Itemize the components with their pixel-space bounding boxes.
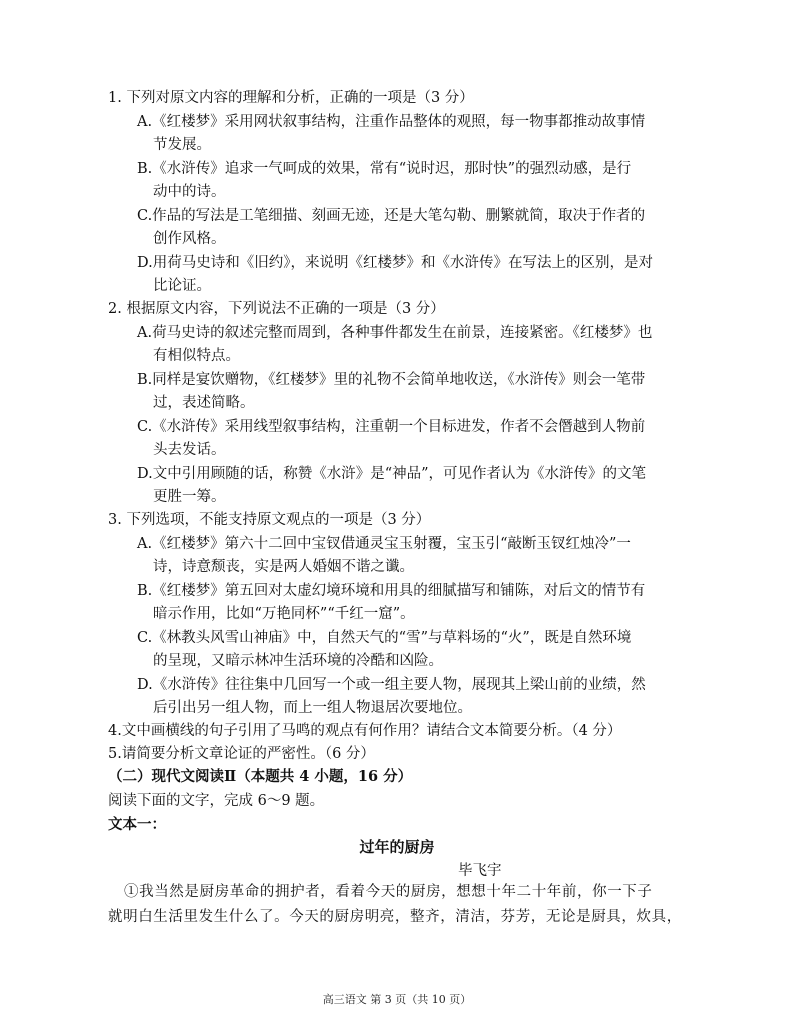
question-5: 5.请简要分析文章论证的严密性。（6 分）: [108, 746, 375, 762]
question-1-option-d-cont: 比论证。: [153, 278, 211, 294]
question-1-option-b: B.《水浒传》追求一气呵成的效果，常有“说时迟，那时快”的强烈动感，是行: [137, 161, 632, 177]
question-2-option-d-cont: 更胜一筹。: [153, 489, 226, 505]
question-2-option-a: A.荷马史诗的叙述完整而周到，各种事件都发生在前景，连接紧密。《红楼梦》也: [137, 325, 653, 341]
question-1-option-a-cont: 节发展。: [153, 137, 211, 153]
section-instruction: 阅读下面的文字，完成 6～9 题。: [108, 793, 325, 809]
question-3-option-c-cont: 的呈现，又暗示林冲生活环境的冷酷和凶险。: [153, 653, 443, 669]
question-2-option-a-cont: 有相似特点。: [153, 348, 240, 364]
article-title: 过年的厨房: [359, 838, 435, 856]
question-3-option-d-cont: 后引出另一组人物，而上一组人物退居次要地位。: [153, 700, 472, 716]
section-heading: （二）现代文阅读Ⅱ（本题共 4 小题，16 分）: [108, 768, 413, 785]
question-2-stem: 2. 根据原文内容，下列说法不正确的一项是（3 分）: [108, 301, 445, 317]
question-2-option-d: D.文中引用顾随的话，称赞《水浒》是“神品”，可见作者认为《水浒传》的文笔: [137, 466, 647, 482]
question-3-option-b-cont: 暗示作用，比如“万艳同杯”“千红一窟”。: [153, 606, 415, 622]
article-paragraph-1-line-1: ①我当然是厨房革命的拥护者，看着今天的厨房，想想十年二十年前，你一下子: [124, 884, 653, 900]
question-4: 4.文中画横线的句子引用了马鸣的观点有何作用？请结合文本简要分析。（4 分）: [108, 723, 622, 739]
question-2-option-b: B.同样是宴饮赠物，《红楼梦》里的礼物不会简单地收送，《水浒传》则会一笔带: [137, 372, 646, 388]
question-2-option-c-cont: 头去发话。: [153, 442, 226, 458]
article-paragraph-1-line-2: 就明白生活里发生什么了。今天的厨房明亮，整齐，清洁，芬芳，无论是厨具，炊具，: [108, 909, 682, 925]
question-3-option-a-cont: 诗，诗意颓丧，实是两人婚姻不谐之谶。: [153, 559, 414, 575]
text-one-label: 文本一：: [108, 816, 166, 833]
question-1-option-b-cont: 动中的诗。: [153, 184, 226, 200]
question-3-option-b: B.《红楼梦》第五回对太虚幻境环境和用具的细腻描写和铺陈，对后文的情节有: [137, 583, 646, 599]
question-3-option-a: A.《红楼梦》第六十二回中宝钗借通灵宝玉射覆，宝玉引“敲断玉钗红烛冷”一: [137, 536, 631, 552]
article-author: 毕飞宇: [458, 863, 502, 879]
question-1-option-d: D.用荷马史诗和《旧约》，来说明《红楼梦》和《水浒传》在写法上的区别，是对: [137, 255, 653, 271]
question-3-stem: 3. 下列选项，不能支持原文观点的一项是（3 分）: [108, 512, 431, 528]
question-1-option-c-cont: 创作风格。: [153, 231, 226, 247]
question-1-option-c: C.作品的写法是工笔细描、刻画无迹，还是大笔勾勒、删繁就简，取决于作者的: [137, 208, 646, 224]
question-2-option-b-cont: 过，表述简略。: [153, 395, 255, 411]
question-3-option-d: D.《水浒传》往往集中几回写一个或一组主要人物，展现其上梁山前的业绩，然: [137, 677, 646, 693]
question-2-option-c: C.《水浒传》采用线型叙事结构，注重朝一个目标进发，作者不会僭越到人物前: [137, 419, 646, 435]
question-1-option-a: A.《红楼梦》采用网状叙事结构，注重作品整体的观照，每一物事都推动故事情: [137, 114, 646, 130]
page-footer: 高三语文 第 3 页（共 10 页）: [322, 993, 472, 1006]
question-3-option-c: C.《林教头风雪山神庙》中，自然天气的“雪”与草料场的“火”，既是自然环境: [137, 630, 632, 646]
question-1-stem: 1. 下列对原文内容的理解和分析，正确的一项是（3 分）: [108, 90, 474, 106]
